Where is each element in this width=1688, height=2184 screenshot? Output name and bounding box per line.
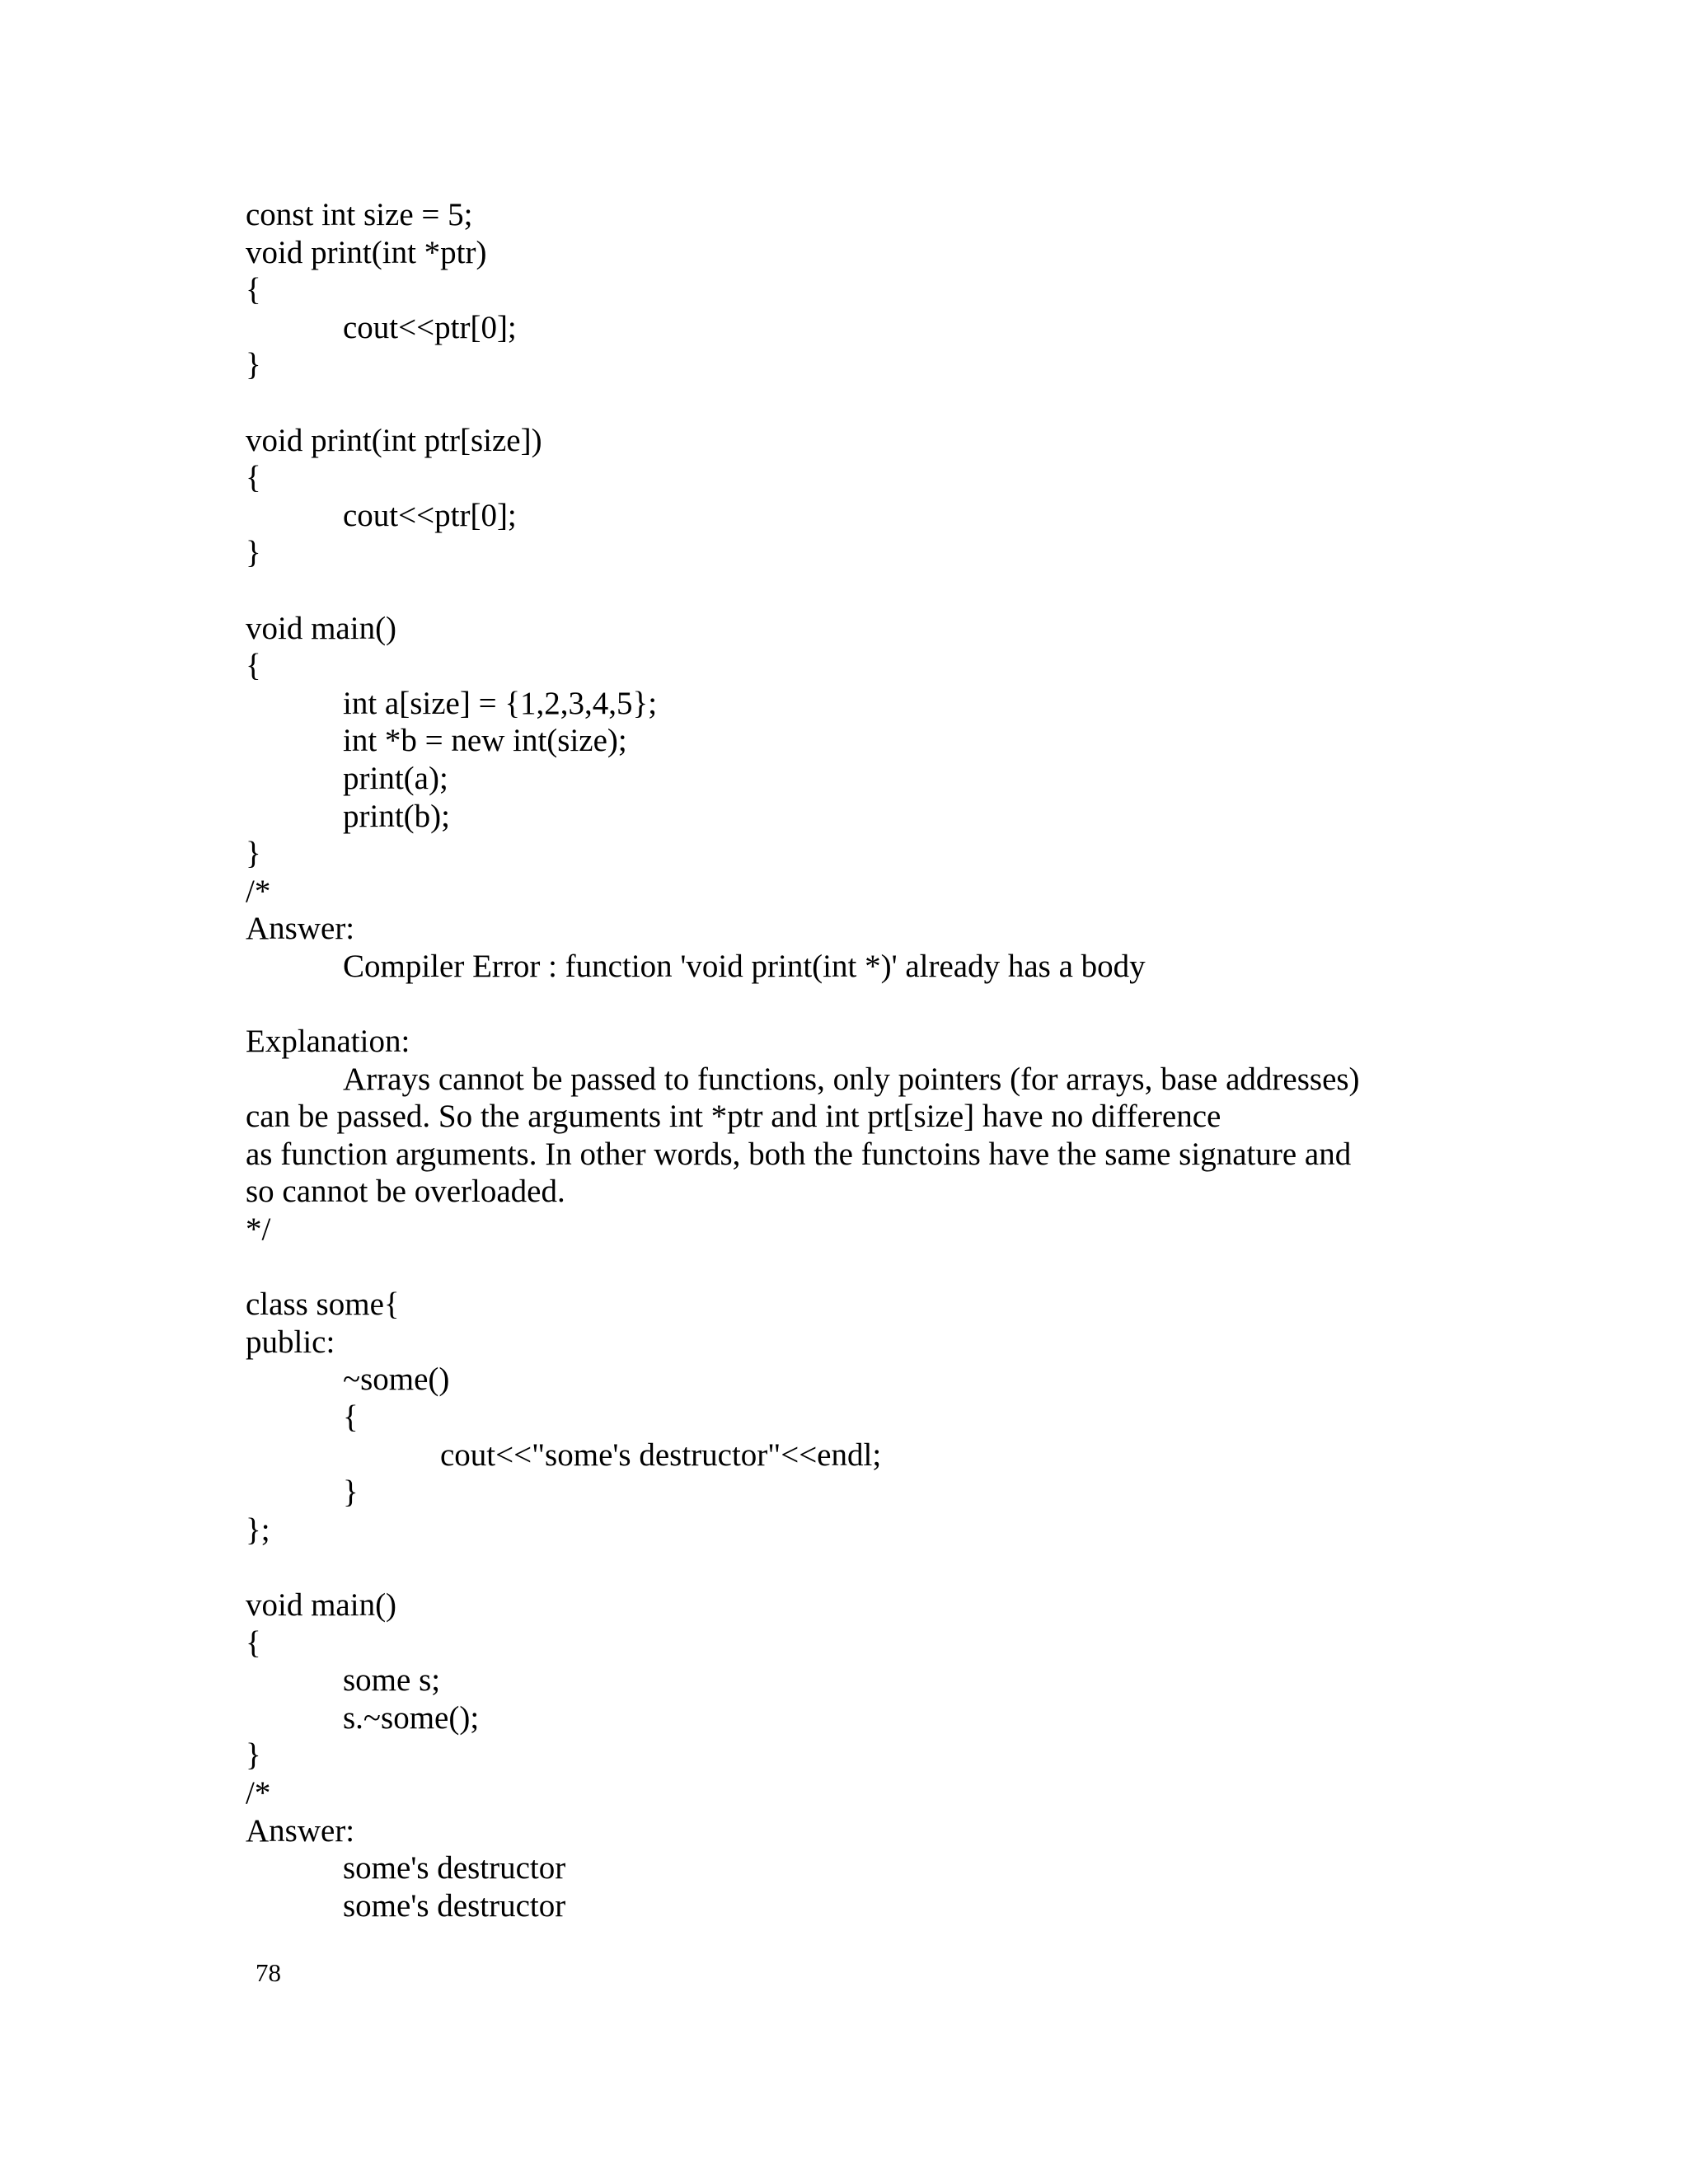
text-line: public:	[246, 1324, 335, 1360]
text-line: }	[246, 535, 261, 571]
text-line: cout<<ptr[0];	[343, 497, 517, 533]
text-line: s.~some();	[343, 1699, 480, 1736]
text-line: print(a);	[343, 760, 448, 796]
text-line: some's destructor	[343, 1887, 566, 1924]
text-line: void print(int ptr[size])	[246, 422, 542, 458]
text-line: */	[246, 1212, 271, 1248]
text-line: some's destructor	[343, 1850, 566, 1886]
text-line: Answer:	[246, 911, 355, 947]
text-line: const int size = 5;	[246, 197, 473, 232]
text-line: void main()	[246, 610, 397, 646]
blank-line	[246, 985, 1531, 1023]
text-line: /*	[246, 1774, 271, 1811]
text-line: as function arguments. In other words, both the functoins have the same signature and	[246, 1136, 1352, 1172]
text-line: {	[246, 648, 261, 684]
text-line: void main()	[246, 1586, 397, 1623]
blank-line	[246, 1549, 1531, 1586]
text-line: can be passed. So the arguments int *ptr and int prt[size] have no difference	[246, 1099, 1221, 1135]
text-line: Explanation:	[246, 1024, 410, 1060]
text-line: ~some()	[343, 1361, 450, 1398]
text-line: }	[246, 347, 261, 383]
text-line: {	[343, 1399, 359, 1435]
text-line: {	[246, 1624, 261, 1661]
code-listing	[246, 196, 1531, 1924]
text-line: Answer:	[246, 1812, 355, 1849]
blank-line	[246, 1249, 1531, 1286]
text-line: }	[343, 1474, 359, 1511]
page-number: 78	[256, 1958, 281, 1987]
text-line: }	[246, 836, 261, 872]
text-line: void print(int *ptr)	[246, 234, 487, 270]
text-line: int a[size] = {1,2,3,4,5};	[343, 685, 658, 721]
text-line: };	[246, 1511, 270, 1548]
text-line: int *b = new int(size);	[343, 723, 627, 759]
text-line: }	[246, 1737, 261, 1774]
text-line: some s;	[343, 1662, 441, 1699]
text-line: class some{	[246, 1286, 400, 1323]
text-line: cout<<"some's destructor"<<endl;	[440, 1436, 882, 1473]
text-line: so cannot be overloaded.	[246, 1174, 565, 1210]
text-line: Arrays cannot be passed to functions, only pointers (for arrays, base addresses)	[343, 1061, 1360, 1097]
blank-line	[246, 572, 1531, 610]
text-line: {	[246, 272, 261, 308]
text-line: print(b);	[343, 798, 450, 834]
text-line: /*	[246, 873, 271, 909]
text-line: {	[246, 460, 261, 496]
blank-line	[246, 384, 1531, 422]
text-line: Compiler Error : function 'void print(int *)' already has a body	[343, 948, 1146, 984]
text-line: cout<<ptr[0];	[343, 309, 517, 345]
